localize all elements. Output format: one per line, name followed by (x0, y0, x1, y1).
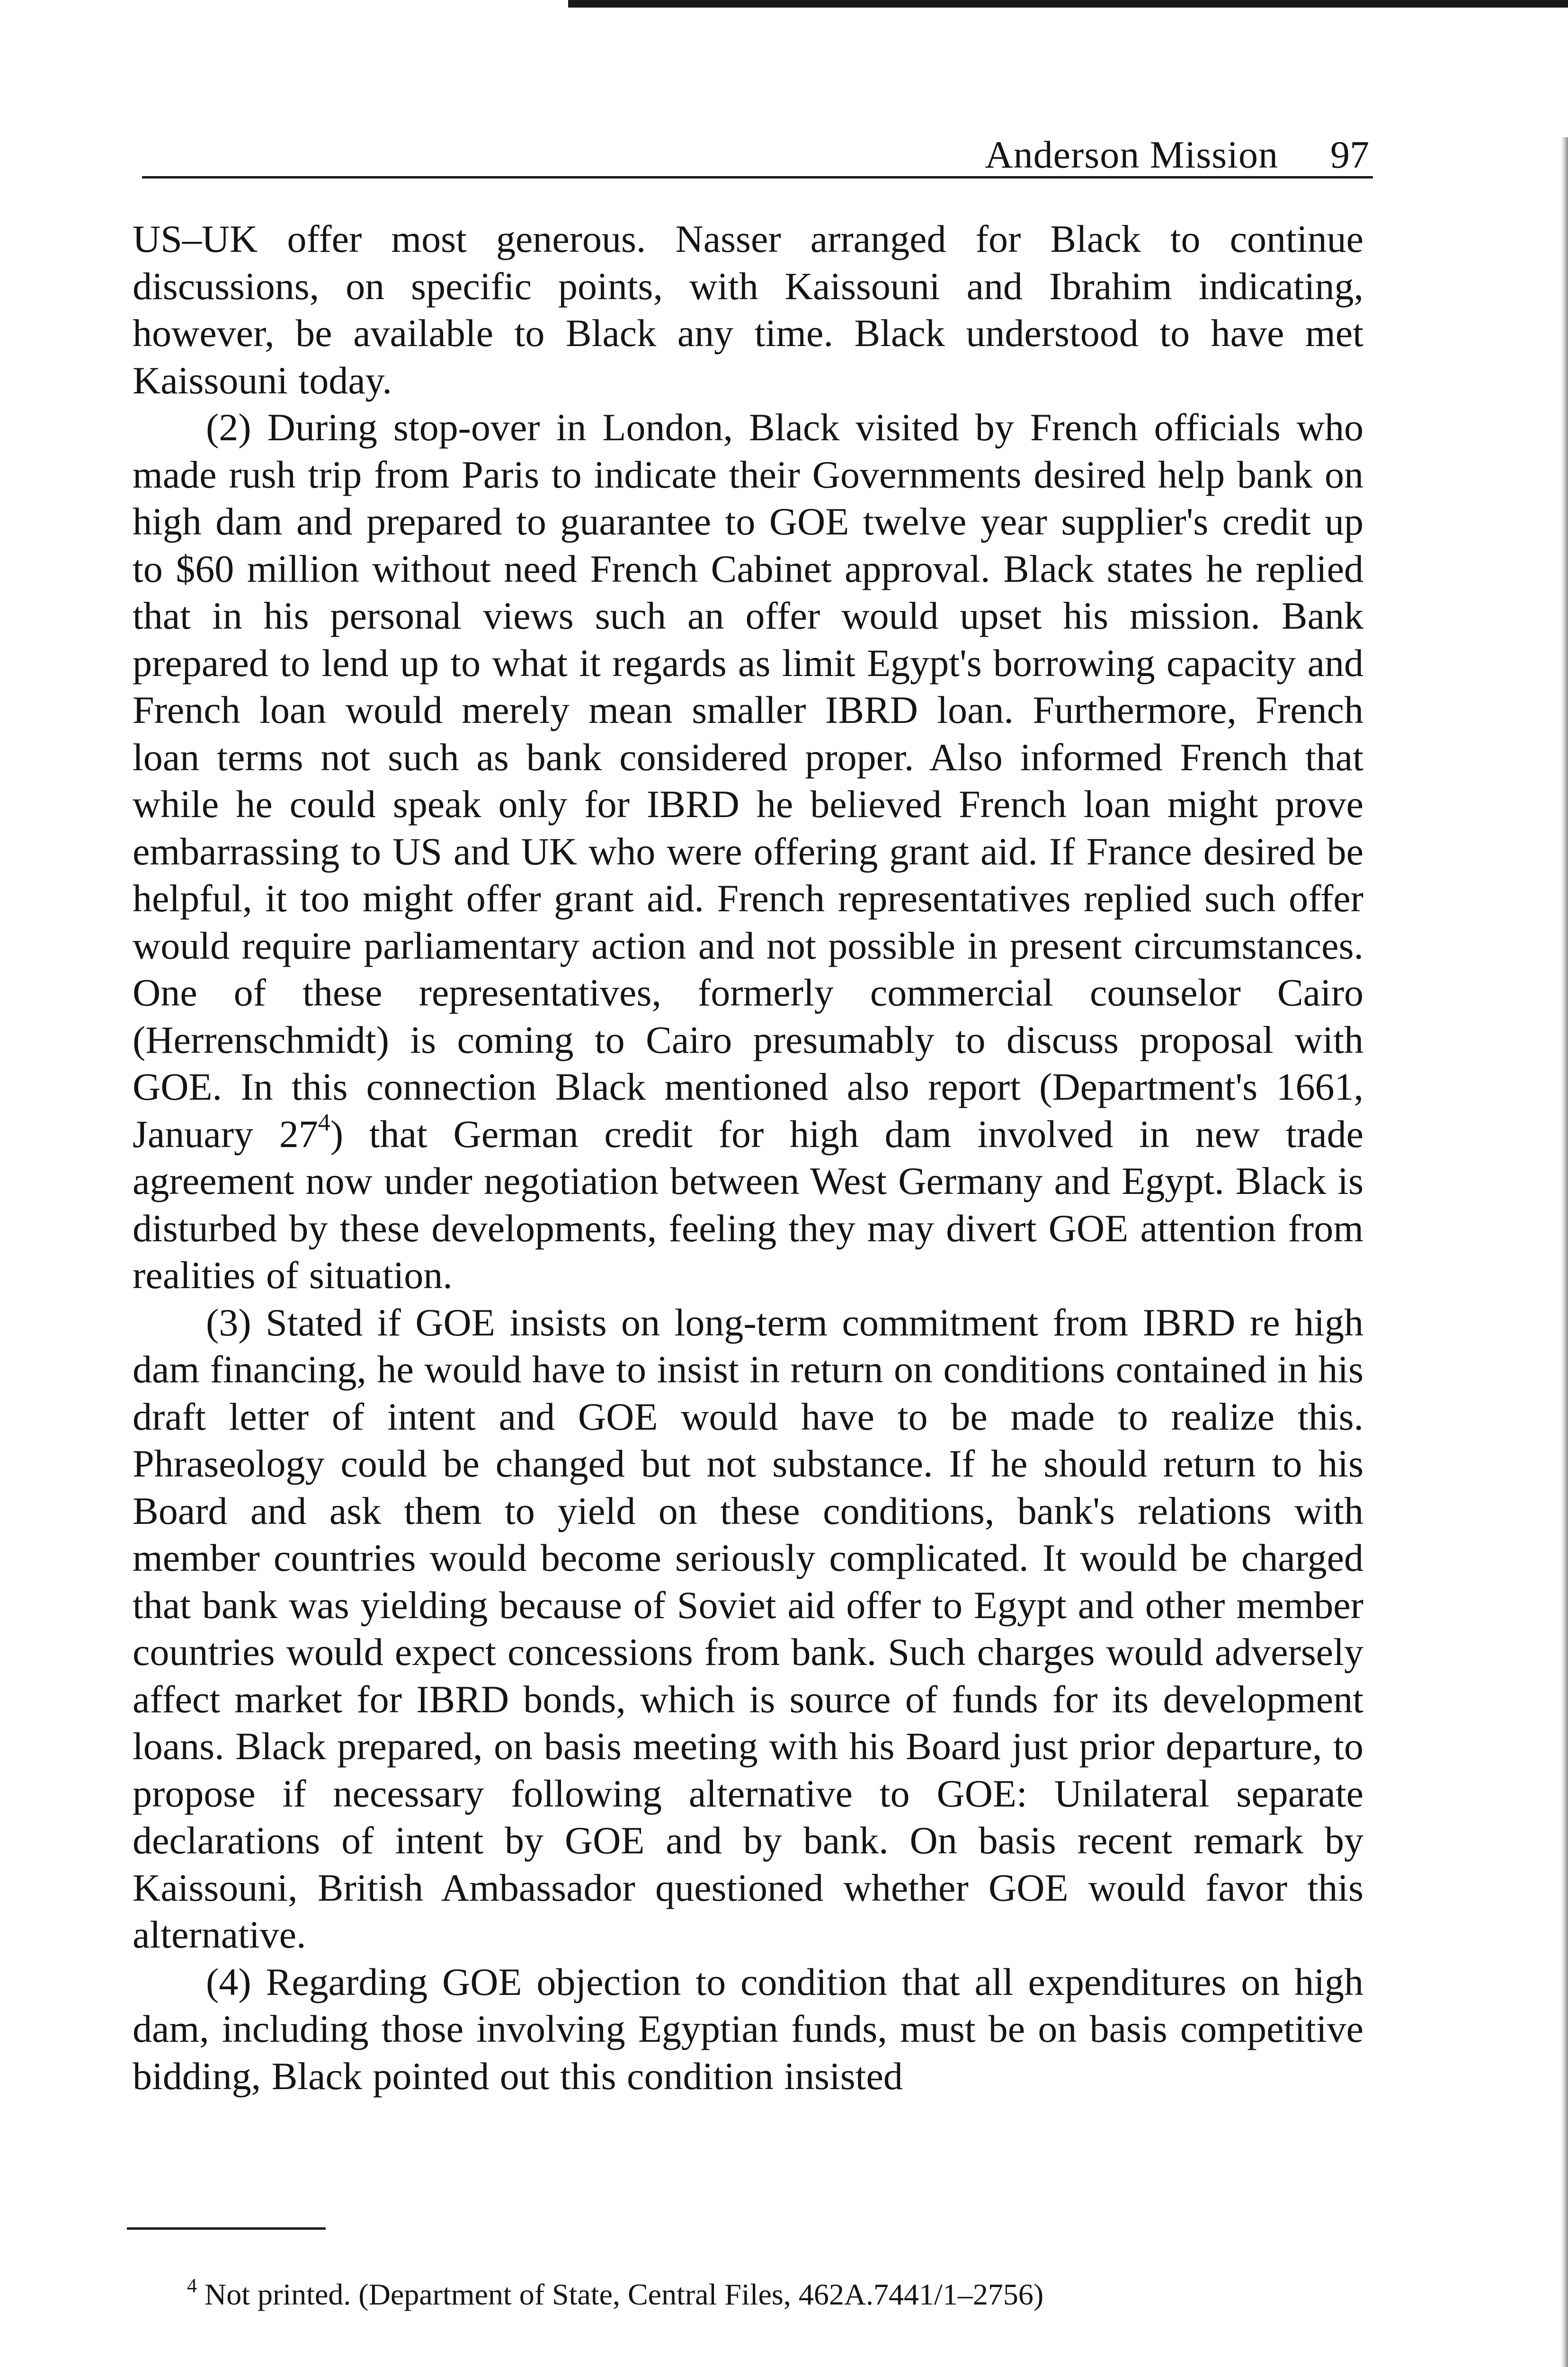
footnote-reference: 4 (318, 1109, 330, 1137)
running-title: Anderson Mission (985, 133, 1278, 176)
paragraph-3: (3) Stated if GOE insists on long-term commitment from IBRD re high dam financing, he would have to insist in return on conditions contained in his draft letter of intent and GOE would have to be made to realize this. Phraseology could be changed but not substance. If he should return to his Board and ask them to yield on these conditions, bank's relations with member countries would become seriously complicated. It would be charged that bank was yielding because of Soviet aid offer to Egypt and other member countries would expect concessions from bank. Such charges would adversely affect market for IBRD bonds, which is source of funds for its development loans. Black prepared, on basis meeting with his Board just prior departure, to propose if necessary following alternative to GOE: Unilateral separate declarations of intent by GOE and by bank. On basis recent remark by Kaissouni, British Ambassador questioned whether GOE would favor this alternative. (133, 1300, 1363, 1956)
footnote-text: Not printed. (Department of State, Central Files, 462A.7441/1–2756) (205, 2278, 1044, 2311)
paragraph-2-text-b: ) that German credit for high dam involved in new trade agreement now under negotiation between West Germany and Egypt. Black is disturbed by these developments, feeling they may divert GOE attention from realities of situation. (133, 1112, 1363, 1297)
paragraph-2 (133, 404, 1363, 1299)
footnote (187, 2275, 1044, 2311)
footnote-mark: 4 (187, 2275, 197, 2297)
footnote-divider (127, 2227, 326, 2230)
paragraph-2-text-a: (2) During stop-over in London, Black visited by French officials who made rush trip from Paris to indicate their Governments desired help bank on high dam and prepared to guarantee to GOE twelve year supplier's credit up to $60 million without need French Cabinet approval. Black states he replied that in his personal views such an offer would upset his mission. Bank prepared to lend up to what it regards as limit Egypt's borrowing capacity and French loan would merely mean smaller IBRD loan. Furthermore, French loan terms not such as bank considered proper. Also informed French that while he could speak only for IBRD he believed French loan might prove embarrassing to US and UK who were offering grant aid. If France desired be helpful, it too might offer grant aid. French representatives replied such offer would require parliamentary action and not possible in present circumstances. One of these representatives, formerly commercial counselor Cairo (Herrenschmidt) is coming to Cairo presumably to discuss proposal with GOE. In this connection Black mentioned also report (Department's 1661, January 27 (133, 406, 1363, 1156)
body-text (133, 215, 1363, 2100)
scan-right-edge (1560, 137, 1568, 2367)
scan-top-edge (568, 0, 1568, 8)
page-number: 97 (1330, 133, 1369, 176)
paragraph-1: US–UK offer most generous. Nasser arranged for Black to continue discussions, on specific points, with Kaissouni and Ibrahim indicating, however, be available to Black any time. Black understood to have met Kaissouni today. (133, 217, 1363, 402)
paragraph-4: (4) Regarding GOE objection to condition that all expenditures on high dam, including those involving Egyptian funds, must be on basis competitive bidding, Black pointed out this condition insisted (133, 1960, 1363, 2098)
running-header (142, 124, 1373, 178)
